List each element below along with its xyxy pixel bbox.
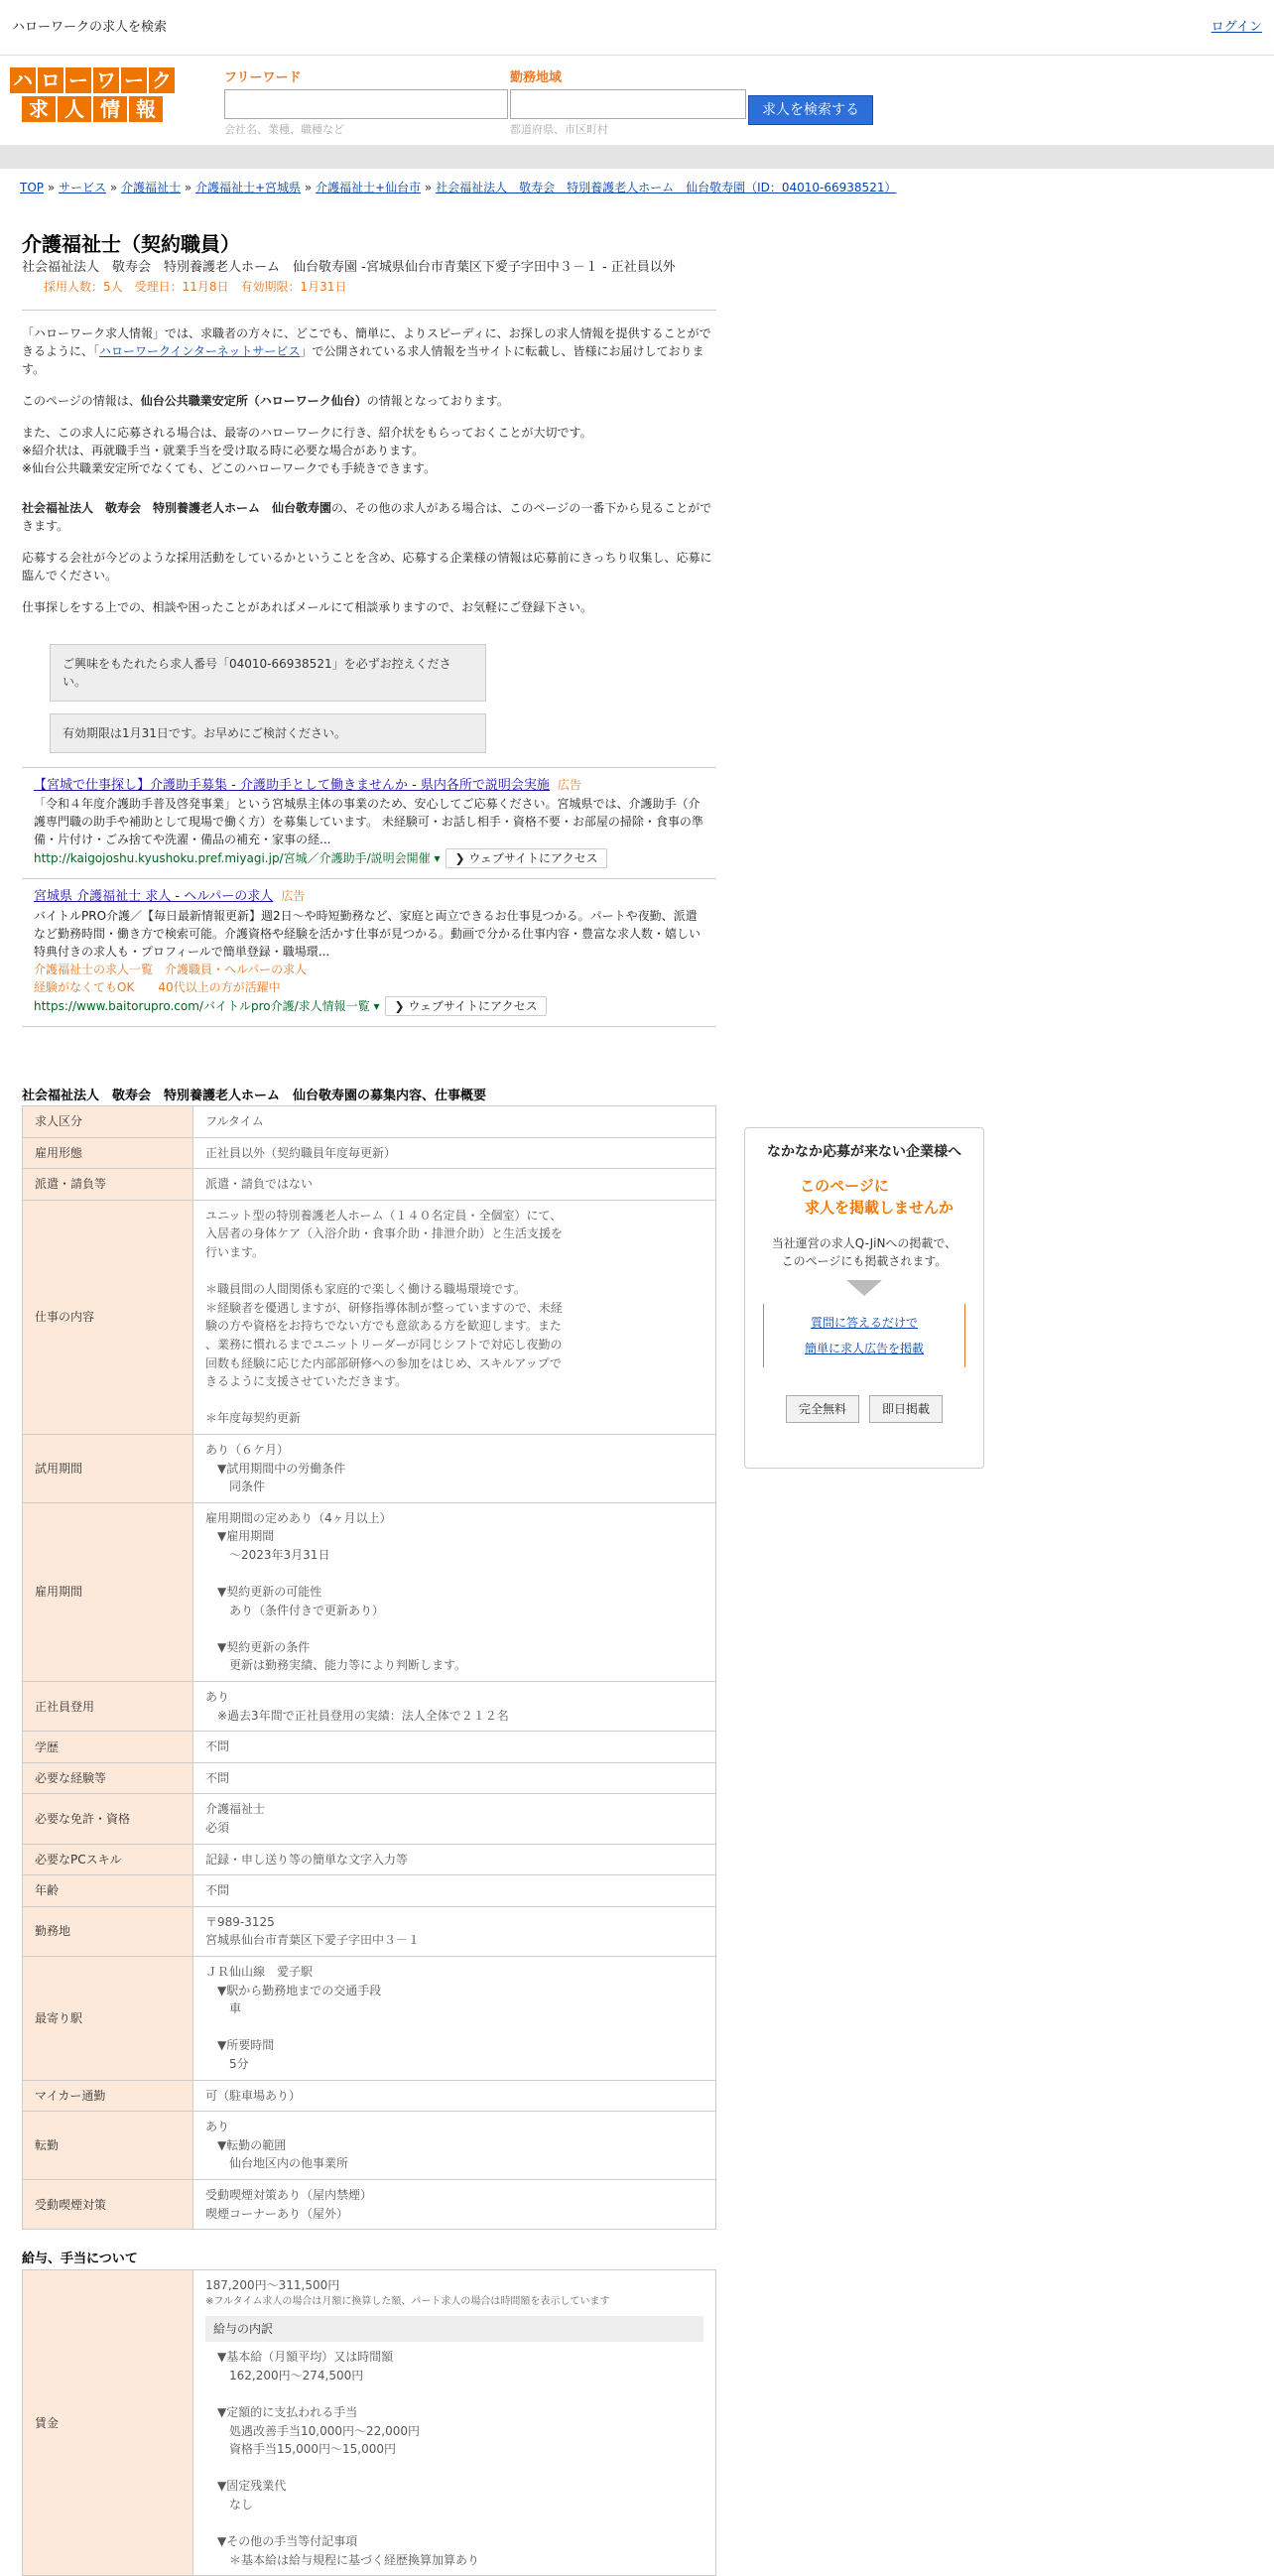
visit-website-button[interactable]: ❯ ウェブサイトにアクセス — [385, 996, 546, 1016]
row-value: 不問 — [193, 1762, 716, 1794]
row-value: 雇用期間の定めあり（4ヶ月以上） ▼雇用期間 〜2023年3月31日 ▼契約更新の可能性 あり（条件付きで更新あり） ▼契約更新の条件 更新は勤務実績、能力等により判断します。 — [193, 1502, 716, 1681]
row-key: 仕事の内容 — [23, 1200, 193, 1434]
salary-range: 187,200円〜311,500円 — [205, 2277, 340, 2292]
job-meta: 採用人数：5人 受理日：11月8日 有効期限：1月31日 — [44, 279, 347, 294]
side-link-question[interactable]: 質問に答えるだけで — [810, 1316, 918, 1330]
table-row — [23, 1906, 716, 1956]
table-row — [23, 2112, 716, 2180]
keyword-field-group — [224, 67, 508, 139]
row-key: 派遣・請負等 — [23, 1169, 193, 1201]
breadcrumb-link[interactable]: 介護福祉士+仙台市 — [316, 181, 422, 194]
ad-sitelink[interactable]: 介護福祉士の求人一覧 介護職員・ヘルパーの求人 — [34, 962, 308, 976]
row-value: 介護福祉士 必須 — [193, 1794, 716, 1844]
table-row — [23, 1956, 716, 2080]
header — [0, 56, 1274, 143]
logo-char: ー — [65, 67, 91, 93]
row-key: 必要な免許・資格 — [23, 1794, 193, 1844]
keyword-input[interactable] — [224, 89, 508, 119]
table-row — [23, 1106, 716, 1138]
ad-block — [22, 768, 716, 880]
table-row — [23, 1502, 716, 1681]
row-key: 転勤 — [23, 2112, 193, 2180]
divider-band — [0, 145, 1274, 169]
row-key: マイカー通勤 — [23, 2080, 193, 2112]
table-row — [23, 1137, 716, 1169]
row-key: 雇用期間 — [23, 1502, 193, 1681]
row-value: 正社員以外（契約職員年度毎更新） — [193, 1137, 716, 1169]
row-key: 試用期間 — [23, 1434, 193, 1502]
row-key: 必要なPCスキル — [23, 1844, 193, 1875]
row-value: 記録・申し送り等の簡単な文字入力等 — [193, 1844, 716, 1875]
same-day-button[interactable]: 即日掲載 — [869, 1395, 943, 1423]
breadcrumb — [20, 179, 896, 196]
row-value: 不問 — [193, 1732, 716, 1763]
logo-char: ロ — [38, 67, 64, 93]
row-key: 学歴 — [23, 1732, 193, 1763]
job-number-note: ご興味をもたれたら求人番号「04010-66938521」を必ずお控えください。 — [50, 644, 486, 702]
breadcrumb-separator: » — [181, 181, 195, 194]
ad-label: 広告 — [281, 889, 306, 903]
job-subtitle: 社会福祉法人 敬寿会 特別養護老人ホーム 仙台敬寿園 -宮城県仙台市青葉区下愛子字田中３－１ - 正社員以外 — [22, 260, 676, 275]
arrow-down-icon — [846, 1280, 882, 1296]
ad-body: バイトルPRO介護／【毎日最新情報更新】週2日～や時短勤務など、家庭と両立できるお仕事見つかる。パートや夜勤、派遣など勤務時間・働き方で検索可能。介護資格や経験を活かす仕事が見つかる。動画で分かる仕事内容・豊富な求人数・嬉しい特典付きの求人も・プロフィールで簡単登録・職場環... — [34, 908, 701, 959]
row-value: フルタイム — [193, 1106, 716, 1138]
table-row — [23, 2080, 716, 2112]
row-value: 受動喫煙対策あり（屋内禁煙） 喫煙コーナーあり（屋外） — [193, 2179, 716, 2229]
intro-paragraph-2: このページの情報は、仙台公共職業安定所（ハローワーク仙台）の情報となっております。 — [22, 393, 509, 408]
ad-url[interactable]: http://kaigojoshu.kyushoku.pref.miyagi.jp/宮城／介護助手/説明会開催 ▾ — [34, 851, 441, 865]
main-content — [22, 230, 716, 2576]
intro-paragraph-6: 仕事探しをする上での、相談や困ったことがあればメールにて相談承りますので、お気軽にご登録下さい。 — [22, 599, 593, 614]
row-key: 年齢 — [23, 1875, 193, 1907]
ad-title-link[interactable]: 宮城県 介護福祉士 求人 - ヘルパーの求人 — [34, 889, 274, 904]
row-key: 勤務地 — [23, 1906, 193, 1956]
logo-char: ハ — [10, 67, 36, 93]
side-catch: このページに 求人を掲載しませんか — [800, 1177, 954, 1217]
area-label: 勤務地域 — [510, 70, 563, 85]
row-value: あり ▼転勤の範囲 仙台地区内の他事業所 — [193, 2112, 716, 2180]
table-row — [23, 1200, 716, 1434]
table-row — [23, 1169, 716, 1201]
row-value: ＪＲ仙山線 愛子駅 ▼駅から勤務地までの交通手段 車 ▼所要時間 5分 — [193, 1956, 716, 2080]
side-links — [763, 1304, 965, 1367]
job-title: 介護福祉士（契約職員） — [22, 232, 240, 256]
logo-char: ワ — [93, 67, 119, 93]
salary-title: 給与、手当について — [22, 2252, 138, 2267]
breadcrumb-separator: » — [301, 181, 317, 194]
logo-row-2 — [5, 96, 180, 122]
intro-paragraph-5: 応募する会社が今どのような採用活動をしているかということを含め、応募する企業様の情報は応募前にきっちり収集し、応募に臨んでください。 — [22, 550, 712, 582]
ad-label: 広告 — [557, 777, 581, 792]
row-value: ユニット型の特別養護老人ホーム（１４０名定員・全個室）にて、 入居者の身体ケア（入浴介助・食事介助・排泄介助）と生活支援を 行います。 ＊職員間の人間関係も家庭的で楽しく働ける職場環境です。 ＊経験者を優遇しますが、研修指導体制が整っていますので、未経 験の方や資格をお持ちでない方でも意欲ある方を歓迎します。また 、業務に慣れるまでユニットリーダーが同じシフトで対応し夜勤の 回数も経験に応じた内部部研修への参加をはじめ、スキルアップで きるように支援させていただきます。 ＊年度毎契約更新 — [193, 1200, 716, 1434]
breadcrumb-link[interactable]: TOP — [20, 181, 45, 194]
logo-row-1 — [5, 67, 180, 93]
row-key: 必要な経験等 — [23, 1762, 193, 1794]
search-button[interactable]: 求人を検索する — [748, 95, 873, 125]
table-row — [23, 1762, 716, 1794]
side-link-post-ad[interactable]: 簡単に求人広告を掲載 — [804, 1342, 924, 1355]
breadcrumb-link[interactable]: 社会福祉法人 敬寿会 特別養護老人ホーム 仙台敬寿園（ID：04010-66938521） — [436, 181, 897, 194]
row-value: 派遣・請負ではない — [193, 1169, 716, 1201]
breadcrumb-link[interactable]: 介護福祉士 — [121, 181, 182, 194]
breadcrumb-link[interactable]: サービス — [59, 181, 107, 194]
table-row — [23, 2269, 716, 2576]
ads-area — [22, 768, 716, 1027]
salary-note: ※フルタイム求人の場合は月額に換算した額、パート求人の場合は時間額を表示しています — [205, 2296, 610, 2308]
intro-paragraph-4: 社会福祉法人 敬寿会 特別養護老人ホーム 仙台敬寿園の、その他の求人がある場合は、このページの一番下から見ることができます。 — [22, 500, 712, 533]
ad-url[interactable]: https://www.baitorupro.com/バイトルpro介護/求人情報一覧 ▾ — [34, 998, 380, 1013]
ad-sitelink[interactable]: 経験がなくてもOK 40代以上の方が活躍中 — [34, 979, 281, 994]
site-title: ハローワークの求人を検索 — [12, 19, 168, 35]
area-field-group — [510, 67, 746, 139]
side-buttons — [745, 1395, 983, 1423]
top-bar — [0, 0, 1274, 56]
login-link[interactable]: ログイン — [1210, 19, 1262, 35]
logo-char: 求 — [22, 96, 56, 122]
logo-char: 人 — [58, 96, 91, 122]
logo-char: 報 — [129, 96, 163, 122]
free-button[interactable]: 完全無料 — [786, 1395, 859, 1423]
table-row — [23, 1794, 716, 1844]
ad-title-link[interactable]: 【宮城で仕事探し】介護助手募集 - 介護助手として働きませんか - 県内各所で説明会実施 — [34, 777, 550, 793]
row-key: 正社員登用 — [23, 1682, 193, 1732]
intro-paragraph-3: また、この求人に応募される場合は、最寄のハローワークに行き、紹介状をもらっておくことが大切です。 ※紹介状は、再就職手当・就業手当を受け取る時に必要な場合があります。 ※仙台公共職業安定所でなくても、どこのハローワークでも手続きできます。 — [22, 425, 592, 475]
area-hint: 都道府県、市区町村 — [510, 123, 608, 136]
hellowork-logo[interactable] — [5, 67, 180, 125]
salary-detail: ▼基本給（月額平均）又は時間額 162,200円〜274,500円 ▼定額的に支払われる手当 処遇改善手当10,000円〜22,000円 資格手当15,000円〜15,000円 ▼固定残業代 なし ▼その他の手当等付記事項 ＊基本給は給与規程に基づく経歴換算加算あり — [217, 2350, 480, 2567]
row-value: 可（駐車場あり） — [193, 2080, 716, 2112]
advertise-side-box — [744, 1127, 984, 1469]
logo-char: ー — [121, 67, 147, 93]
intro-paragraph-1: 「ハローワーク求人情報」では、求職者の方々に、どこでも、簡単に、よりスピーディに、お探しの求人情報を提供することができるように、「ハローワークインターネットサービス」で公開されている求人情報を当サイトに転載し、皆様にお届けしております。 — [22, 325, 711, 376]
ad-block — [22, 879, 716, 1027]
table-row — [23, 1732, 716, 1763]
table-row — [23, 1844, 716, 1875]
logo-char: 情 — [93, 96, 127, 122]
table-row — [23, 1875, 716, 1907]
row-key: 雇用形態 — [23, 1137, 193, 1169]
breadcrumb-separator: » — [44, 181, 59, 194]
logo-char: ク — [149, 67, 175, 93]
row-value: あり（６ケ月） ▼試用期間中の労働条件 同条件 — [193, 1434, 716, 1502]
table-row — [23, 1682, 716, 1732]
job-detail-table — [22, 1105, 716, 2230]
area-input[interactable] — [510, 89, 746, 119]
side-heading: なかなか応募が来ない企業様へ — [767, 1144, 961, 1160]
salary-breakdown-header: 給与の内訳 — [205, 2316, 703, 2343]
salary-key: 賃金 — [23, 2269, 193, 2576]
row-key: 受動喫煙対策 — [23, 2179, 193, 2229]
row-value: 不問 — [193, 1875, 716, 1907]
keyword-hint: 会社名、業種、職種など — [224, 123, 344, 136]
salary-table — [22, 2269, 716, 2576]
breadcrumb-separator: » — [421, 181, 437, 194]
row-key: 最寄り駅 — [23, 1956, 193, 2080]
side-desc: 当社運営の求人Q-JiNへの掲載で、 このページにも掲載されます。 — [771, 1236, 957, 1268]
ad-body: 「令和４年度介護助手普及啓発事業」という宮城県主体の事業のため、安心してご応募ください。宮城県では、介護助手（介護専門職の助手や補助として現場で働く方）を募集しています。 未経験可・お話し相手・資格不要・お部屋の掃除・食事の準備・片付け・ごみ捨てや洗濯・備品の補充・家事の経... — [34, 797, 703, 846]
table-row — [23, 2179, 716, 2229]
row-key: 求人区分 — [23, 1106, 193, 1138]
breadcrumb-separator: » — [106, 181, 121, 194]
expiry-note: 有効期限は1月31日です。お早めにご検討ください。 — [50, 713, 486, 753]
hellowork-internet-link[interactable]: ハローワークインターネットサービス — [99, 343, 301, 358]
visit-website-button[interactable]: ❯ ウェブサイトにアクセス — [446, 848, 606, 868]
overview-title: 社会福祉法人 敬寿会 特別養護老人ホーム 仙台敬寿園の募集内容、仕事概要 — [22, 1088, 487, 1103]
row-value: 〒989-3125 宮城県仙台市青葉区下愛子字田中３－１ — [193, 1906, 716, 1956]
breadcrumb-link[interactable]: 介護福祉士+宮城県 — [195, 181, 302, 194]
table-row — [23, 1434, 716, 1502]
row-value: あり ※過去3年間で正社員登用の実績：法人全体で２１２名 — [193, 1682, 716, 1732]
keyword-label: フリーワード — [224, 70, 302, 85]
